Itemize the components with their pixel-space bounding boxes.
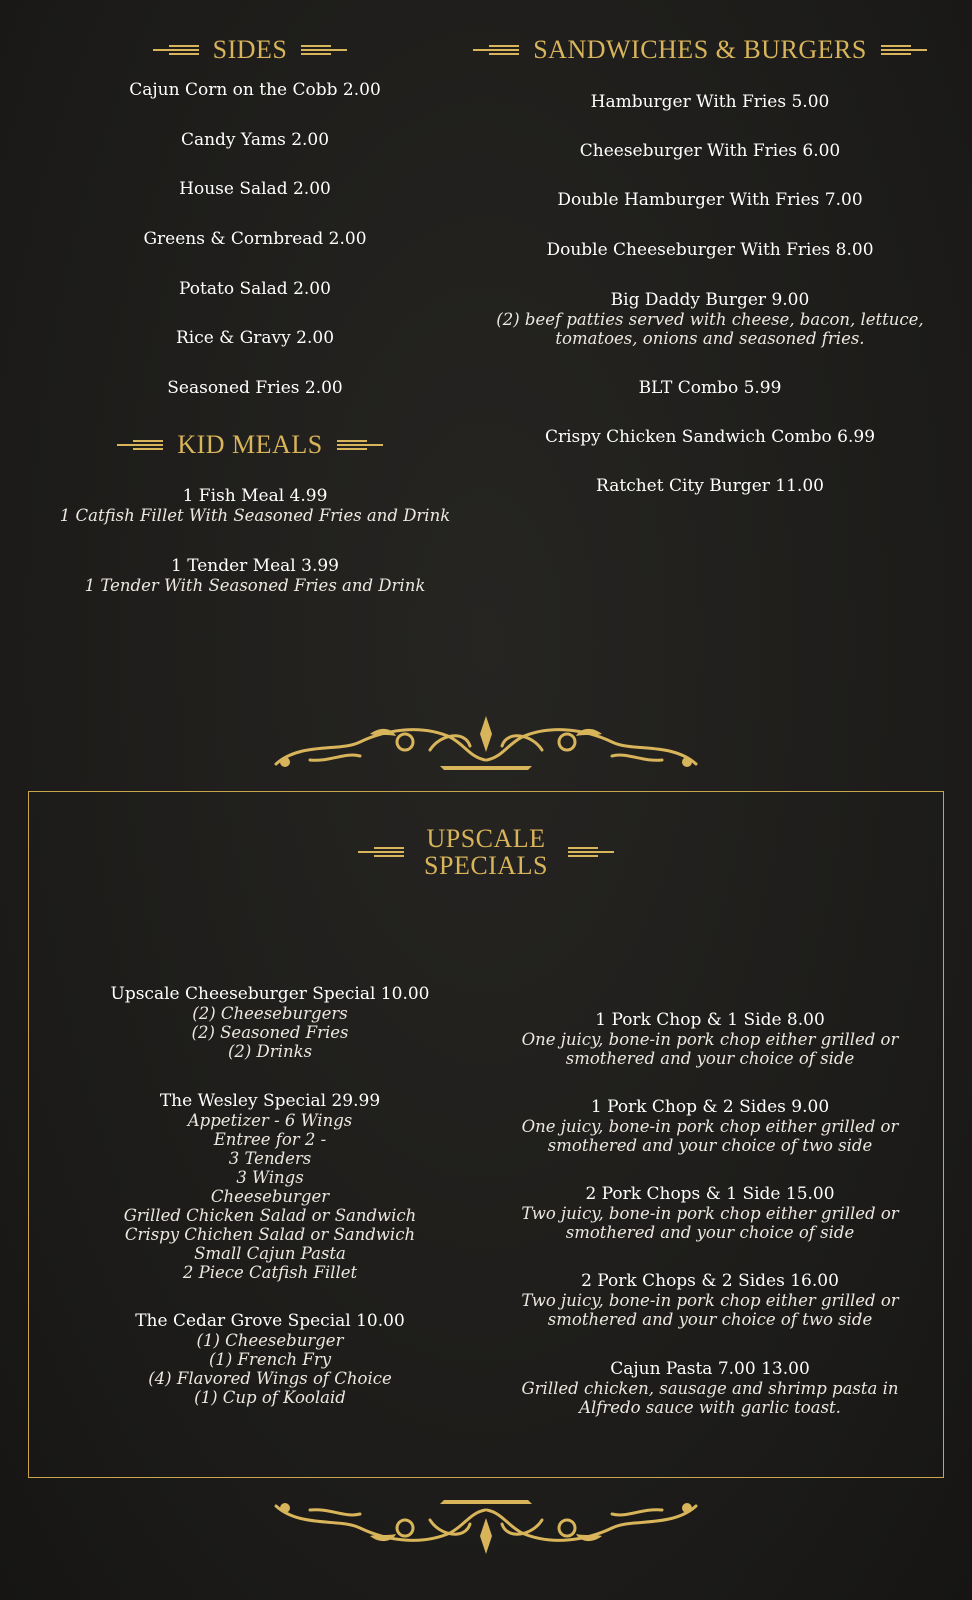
desc-line: smothered and your choice of two side <box>547 1310 873 1329</box>
sides-item: Cajun Corn on the Cobb 2.00 <box>129 80 381 100</box>
desc-line: Alfredo sauce with garlic toast. <box>579 1398 841 1417</box>
upscale-left-list <box>60 0 480 1420</box>
special-name: The Cedar Grove Special 10.00 <box>135 1311 405 1331</box>
special-item <box>490 1359 930 1417</box>
sandwich-item: BLT Combo 5.99 <box>638 378 782 398</box>
desc-line: 3 Wings <box>236 1168 304 1187</box>
kid-meal-name: 1 Tender Meal 3.99 <box>170 556 340 576</box>
special-name: The Wesley Special 29.99 <box>159 1091 381 1111</box>
desc-line: Entree for 2 - <box>213 1130 327 1149</box>
special-desc <box>60 1004 480 1061</box>
special-desc <box>490 1117 930 1155</box>
special-name: 1 Pork Chop & 2 Sides 9.00 <box>590 1097 830 1117</box>
special-item <box>490 1184 930 1242</box>
special-desc <box>490 1379 930 1417</box>
special-item <box>490 1271 930 1329</box>
desc-line: (2) Seasoned Fries <box>191 1023 349 1042</box>
desc-line: (1) Cheeseburger <box>196 1331 344 1350</box>
sandwich-item: Cheeseburger With Fries 6.00 <box>579 141 841 161</box>
special-name: Cajun Pasta 7.00 13.00 <box>610 1359 810 1379</box>
desc-line: (2) beef patties served with cheese, bacon, lettuce, <box>496 310 924 329</box>
sides-item: Candy Yams 2.00 <box>180 130 330 150</box>
desc-line: Two juicy, bone-in pork chop either grilled or <box>521 1204 899 1223</box>
desc-line: (2) Drinks <box>227 1042 313 1061</box>
special-item <box>60 984 480 1061</box>
sandwich-name: Big Daddy Burger 9.00 <box>610 290 810 310</box>
sides-item: Seasoned Fries 2.00 <box>167 378 343 398</box>
desc-line: One juicy, bone-in pork chop either grilled or <box>521 1117 899 1136</box>
sandwich-item: Double Cheeseburger With Fries 8.00 <box>546 240 874 260</box>
desc-line: (4) Flavored Wings of Choice <box>148 1369 392 1388</box>
sides-item: House Salad 2.00 <box>179 179 331 199</box>
sides-title: SIDES <box>212 35 288 64</box>
sandwich-item: Ratchet City Burger 11.00 <box>596 476 824 496</box>
desc-line: (2) Cheeseburgers <box>192 1004 348 1023</box>
sandwich-item: Hamburger With Fries 5.00 <box>590 92 830 112</box>
desc-line: 2 Piece Catfish Fillet <box>182 1263 358 1282</box>
sides-item: Rice & Gravy 2.00 <box>175 328 335 348</box>
special-item <box>60 1311 480 1407</box>
flourish-ornament-bottom <box>0 1488 972 1558</box>
desc-line: 1 Tender With Seasoned Fries and Drink <box>84 576 426 595</box>
special-item <box>490 1010 930 1068</box>
desc-line: Appetizer - 6 Wings <box>187 1111 353 1130</box>
desc-line: smothered and your choice of side <box>565 1049 855 1068</box>
special-desc <box>490 1291 930 1329</box>
desc-line: (1) Cup of Koolaid <box>194 1388 346 1407</box>
sandwich-item: Double Hamburger With Fries 7.00 <box>557 190 863 210</box>
special-desc <box>490 1204 930 1242</box>
sandwich-item: Crispy Chicken Sandwich Combo 6.99 <box>544 427 876 447</box>
desc-line: tomatoes, onions and seasoned fries. <box>555 329 865 348</box>
desc-line: 1 Catfish Fillet With Seasoned Fries and Drink <box>59 506 451 525</box>
desc-line: Two juicy, bone-in pork chop either grilled or <box>521 1291 899 1310</box>
kid-meals-title: KID MEALS <box>177 430 323 459</box>
sides-item: Greens & Cornbread 2.00 <box>143 229 367 249</box>
upscale-title-line: SPECIALS <box>424 851 548 880</box>
special-name: 1 Pork Chop & 1 Side 8.00 <box>595 1010 825 1030</box>
special-desc <box>60 1331 480 1407</box>
desc-line: Crispy Chichen Salad or Sandwich <box>124 1225 416 1244</box>
desc-line: smothered and your choice of two side <box>547 1136 873 1155</box>
desc-line: 3 Tenders <box>228 1149 312 1168</box>
desc-line: smothered and your choice of side <box>565 1223 855 1242</box>
desc-line: (1) French Fry <box>208 1350 332 1369</box>
special-item <box>60 1091 480 1282</box>
desc-line: Grilled Chicken Salad or Sandwich <box>123 1206 417 1225</box>
special-desc <box>490 1030 930 1068</box>
special-name: 2 Pork Chops & 1 Side 15.00 <box>585 1184 835 1204</box>
sandwiches-title: SANDWICHES & BURGERS <box>533 35 867 64</box>
upscale-title-line: UPSCALE <box>426 824 546 853</box>
special-desc <box>60 1111 480 1282</box>
special-name: 2 Pork Chops & 2 Sides 16.00 <box>581 1271 839 1291</box>
upscale-right-list <box>490 0 930 1420</box>
special-item <box>490 1097 930 1155</box>
desc-line: Cheeseburger <box>210 1187 330 1206</box>
sides-item: Potato Salad 2.00 <box>179 279 331 299</box>
desc-line: Grilled chicken, sausage and shrimp pasta in <box>521 1379 899 1398</box>
kid-meal-name: 1 Fish Meal 4.99 <box>182 486 328 506</box>
special-name: Upscale Cheeseburger Special 10.00 <box>110 984 430 1004</box>
desc-line: Small Cajun Pasta <box>194 1244 346 1263</box>
desc-line: One juicy, bone-in pork chop either grilled or <box>521 1030 899 1049</box>
